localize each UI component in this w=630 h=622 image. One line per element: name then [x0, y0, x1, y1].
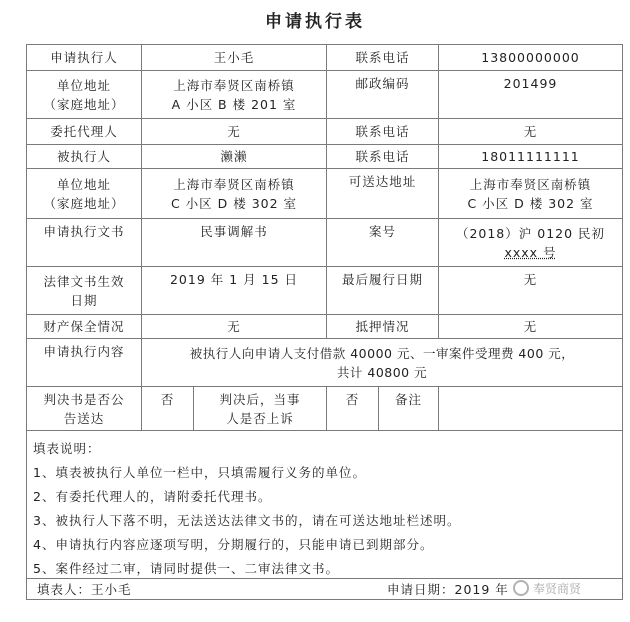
mortgage-value: 无 — [439, 315, 622, 339]
form-title: 申请执行表 — [265, 12, 365, 32]
document-label: 申请执行文书 — [27, 219, 142, 267]
remark-value — [439, 387, 622, 431]
agent-label: 委托代理人 — [27, 119, 142, 145]
instructions-heading: 填表说明： — [33, 441, 101, 456]
deadline-value: 无 — [439, 267, 622, 315]
filler-name: 填表人：王小毛 — [37, 582, 132, 597]
postcode-label: 邮政编码 — [327, 71, 439, 119]
preservation-value: 无 — [142, 315, 327, 339]
service-address-value: 上海市奉贤区南桥镇 C 小区 D 楼 302 室 — [439, 169, 622, 219]
instruction-item: 3、被执行人下落不明，无法送达法律文书的，请在可送达地址栏述明。 — [33, 513, 461, 528]
applicant-phone-value: 13800000000 — [439, 45, 622, 71]
preservation-label: 财产保全情况 — [27, 315, 142, 339]
publish-value: 否 — [142, 387, 194, 431]
document-value: 民事调解书 — [142, 219, 327, 267]
appeal-label: 判决后，当事 人是否上诉 — [194, 387, 327, 431]
watermark — [513, 575, 625, 601]
respondent-phone-label: 联系电话 — [327, 145, 439, 169]
content-label: 申请执行内容 — [27, 339, 142, 387]
agent-phone-value: 无 — [439, 119, 622, 145]
publish-label: 判决书是否公 告送达 — [27, 387, 142, 431]
deadline-label: 最后履行日期 — [327, 267, 439, 315]
watermark-logo-icon — [513, 580, 529, 596]
mortgage-label: 抵押情况 — [327, 315, 439, 339]
application-form-table — [26, 44, 623, 600]
agent-value: 无 — [142, 119, 327, 145]
instruction-item: 2、有委托代理人的，请附委托代理书。 — [33, 489, 272, 504]
appeal-value: 否 — [327, 387, 379, 431]
applicant-label: 申请执行人 — [27, 45, 142, 71]
respondent-label: 被执行人 — [27, 145, 142, 169]
applicant-address-value: 上海市奉贤区南桥镇 A 小区 B 楼 201 室 — [142, 71, 327, 119]
applicant-phone-label: 联系电话 — [327, 45, 439, 71]
respondent-address-label: 单位地址 （家庭地址） — [27, 169, 142, 219]
watermark-text: 奉贤商贤 — [533, 581, 582, 596]
respondent-address-value: 上海市奉贤区南桥镇 C 小区 D 楼 302 室 — [142, 169, 327, 219]
application-date: 申请日期：2019 年 — [387, 582, 509, 597]
remark-label: 备注 — [379, 387, 439, 431]
instructions — [27, 431, 622, 579]
service-address-label: 可送达地址 — [327, 169, 439, 219]
instruction-item: 4、申请执行内容应逐项写明，分期履行的，只能申请已到期部分。 — [33, 537, 434, 552]
instruction-item: 1、填表被执行人单位一栏中，只填需履行义务的单位。 — [33, 465, 366, 480]
effective-date-label: 法律文书生效 日期 — [27, 267, 142, 315]
postcode-value: 201499 — [439, 71, 622, 119]
case-number-label: 案号 — [327, 219, 439, 267]
agent-phone-label: 联系电话 — [327, 119, 439, 145]
effective-date-value: 2019 年 1 月 15 日 — [142, 267, 327, 315]
instruction-item: 5、案件经过二审，请同时提供一、二审法律文书。 — [33, 561, 339, 576]
content-value: 被执行人向申请人支付借款 40000 元、一审案件受理费 400 元， 共计 40800 元 — [142, 339, 622, 387]
applicant-address-label: 单位地址 （家庭地址） — [27, 71, 142, 119]
case-number-value: （2018）沪 0120 民初 xxxx 号 — [439, 219, 622, 267]
respondent-value: 濑濑 — [142, 145, 327, 169]
respondent-phone-value: 18011111111 — [439, 145, 622, 169]
applicant-value: 王小毛 — [142, 45, 327, 71]
